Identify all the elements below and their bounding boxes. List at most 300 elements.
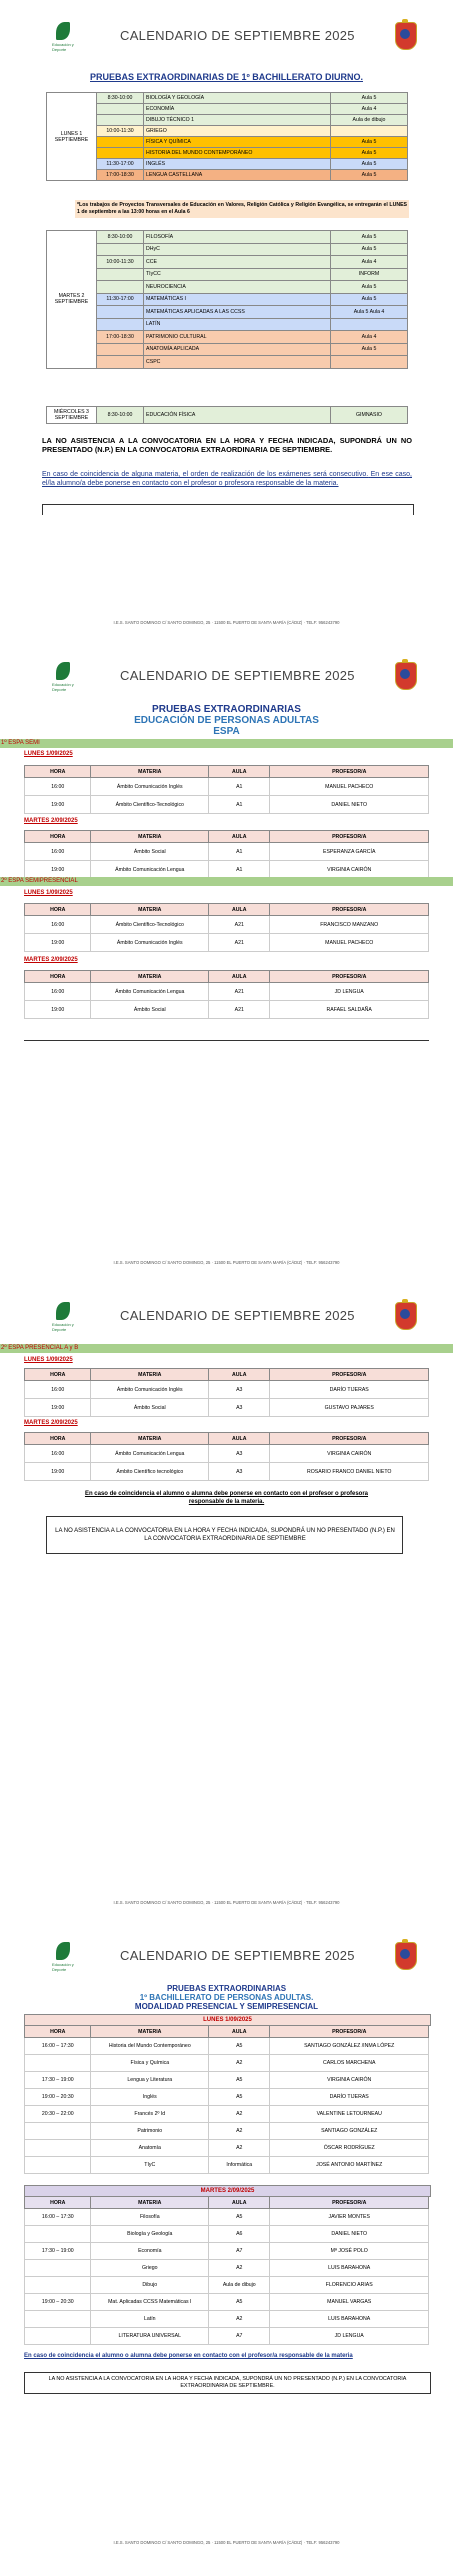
subject-cell: Ámbito Social: [91, 843, 209, 861]
room-cell: Informática: [209, 2157, 270, 2174]
table-row: [25, 1445, 429, 1463]
subject-cell: FÍSICA Y QUÍMICA: [144, 137, 331, 148]
room-cell: Aula 5: [331, 343, 408, 356]
room-cell: Aula 5 Aula 4: [331, 306, 408, 319]
column-header: HORA: [25, 1369, 91, 1381]
time-cell: [97, 137, 144, 148]
time-cell: 19:00 – 20:30: [25, 2294, 91, 2311]
room-cell: Aula 4: [331, 104, 408, 115]
room-cell: A21: [209, 916, 270, 934]
subject-cell: MATEMÁTICAS I: [144, 293, 331, 306]
room-cell: [331, 318, 408, 331]
teacher-cell: ESPERANZA GARCÍA: [270, 843, 429, 861]
header-row: [25, 971, 429, 983]
teacher-cell: JAVIER MONTES: [270, 2209, 429, 2226]
page-4: [0, 1920, 453, 2560]
subject-cell: Ámbito Científico-Tecnológico: [91, 796, 209, 814]
time-cell: 17:00-18:30: [97, 170, 144, 181]
room-cell: Aula 4: [331, 331, 408, 344]
column-header: PROFESOR/A: [270, 971, 429, 983]
table-row: [47, 159, 408, 170]
subject-cell: EDUCACIÓN FÍSICA: [144, 407, 331, 424]
title-main: PRUEBAS EXTRAORDINARIAS: [152, 704, 301, 715]
table-row: [25, 2328, 429, 2345]
room-cell: A2: [209, 2106, 270, 2123]
subject-cell: Ámbito Comunicación Inglés: [91, 778, 209, 796]
table-row: [47, 331, 408, 344]
table-row: [25, 2123, 429, 2140]
group-bar-espa-presencial: 2º ESPA PRESENCIAL A y B: [0, 1344, 453, 1353]
room-cell: A1: [209, 861, 270, 879]
group-bar-espa-semipresencial: 2º ESPA SEMIPRESENCIAL: [0, 877, 453, 886]
divider: [24, 1040, 429, 1041]
time-cell: [97, 343, 144, 356]
column-header: MATERIA: [91, 1433, 209, 1445]
header-row: [25, 831, 429, 843]
room-cell: A7: [209, 2328, 270, 2345]
subject-cell: Ámbito Social: [91, 1001, 209, 1019]
room-cell: GIMNASIO: [331, 407, 408, 424]
subject-cell: LENGUA CASTELLANA: [144, 170, 331, 181]
room-cell: [331, 356, 408, 369]
time-cell: 16:00: [25, 983, 91, 1001]
subject-cell: BIOLOGÍA Y GEOLOGÍA: [144, 93, 331, 104]
room-cell: A2: [209, 2055, 270, 2072]
subject-cell: DHyC: [144, 243, 331, 256]
table-row: [25, 2226, 429, 2243]
room-cell: A5: [209, 2294, 270, 2311]
time-cell: [97, 243, 144, 256]
teacher-cell: VIRGINIA CAIRÓN: [270, 1445, 429, 1463]
subject-cell: Lengua y Literatura: [91, 2072, 209, 2089]
subject-cell: TIyC: [91, 2157, 209, 2174]
teacher-cell: MANUEL PACHECO: [270, 778, 429, 796]
room-cell: A3: [209, 1399, 270, 1417]
teacher-cell: ÓSCAR RODRÍGUEZ: [270, 2140, 429, 2157]
room-cell: Aula 5: [331, 281, 408, 294]
coincidence-note: [42, 470, 412, 488]
time-cell: 20:30 – 22:00: [25, 2106, 91, 2123]
page-3: [0, 1280, 453, 1920]
note-trabajos: *Los trabajos de Proyectos Transversales de Educación en Valores, Religión Católica y Religión Evangélica, se entregarán el LUNES 1 de septiembre a las 13:00 horas en el Aula 6: [75, 200, 409, 218]
subject-cell: Dibujo: [91, 2277, 209, 2294]
table-row: [47, 148, 408, 159]
time-cell: 19:00: [25, 1399, 91, 1417]
column-header: PROFESOR/A: [270, 1369, 429, 1381]
room-cell: A2: [209, 2123, 270, 2140]
date-lunes: LUNES 1/09/2025: [24, 890, 73, 896]
teacher-cell: MANUEL VARGAS: [270, 2294, 429, 2311]
subject-cell: Griego: [91, 2260, 209, 2277]
subject-cell: Física y Química: [91, 2055, 209, 2072]
room-cell: A2: [209, 2260, 270, 2277]
time-cell: [25, 2157, 91, 2174]
column-header: MATERIA: [91, 904, 209, 916]
room-cell: A1: [209, 843, 270, 861]
column-header: AULA: [209, 2197, 270, 2209]
table-row: [25, 2072, 429, 2089]
day-cell: MARTES 2 SEPTIEMBRE: [47, 231, 97, 369]
school-crest-icon: [393, 662, 417, 692]
table-row: [47, 243, 408, 256]
subject-cell: ANATOMÍA APLICADA: [144, 343, 331, 356]
table-row: [25, 2140, 429, 2157]
junta-logo-icon: Educación y Deporte: [52, 1302, 76, 1336]
subject-cell: INGLÉS: [144, 159, 331, 170]
schedule-martes: [46, 230, 408, 369]
column-header: PROFESOR/A: [270, 2197, 429, 2209]
room-cell: A2: [209, 2140, 270, 2157]
subject-cell: Mat. Aplicadas CCSS Matemáticas I: [91, 2294, 209, 2311]
table-row: [47, 231, 408, 244]
table-p4-lunes: [24, 2025, 429, 2174]
column-header: PROFESOR/A: [270, 904, 429, 916]
teacher-cell: VIRGINIA CAIRÓN: [270, 2072, 429, 2089]
teacher-cell: DANIEL NIETO: [270, 796, 429, 814]
title-sub: 1º BACHILLERATO DE PERSONAS ADULTAS.: [139, 1993, 314, 2002]
header-row: [25, 766, 429, 778]
teacher-cell: VIRGINIA CAIRÓN: [270, 861, 429, 879]
subject-cell: LATÍN: [144, 318, 331, 331]
table-row: [25, 2209, 429, 2226]
room-cell: Aula 4: [331, 256, 408, 269]
day-cell: LUNES 1 SEPTIEMBRE: [47, 93, 97, 181]
time-cell: 8:30-10:00: [97, 231, 144, 244]
time-cell: 16:00: [25, 778, 91, 796]
header-title: CALENDARIO DE SEPTIEMBRE 2025: [120, 1308, 355, 1323]
table-row: [25, 2157, 429, 2174]
header-row: [25, 1433, 429, 1445]
teacher-cell: FRANCISCO MANZANO: [270, 916, 429, 934]
subject-cell: DIBUJO TÉCNICO 1: [144, 115, 331, 126]
time-cell: 19:00: [25, 861, 91, 879]
time-cell: [25, 2226, 91, 2243]
time-cell: 19:00: [25, 934, 91, 952]
day-cell: MIÉRCOLES 3 SEPTIEMBRE: [47, 407, 97, 424]
time-cell: [97, 104, 144, 115]
header-title: CALENDARIO DE SEPTIEMBRE 2025: [120, 28, 355, 43]
room-cell: A6: [209, 2226, 270, 2243]
subject-cell: Ámbito Comunicación Inglés: [91, 934, 209, 952]
warning-box: [46, 1516, 403, 1554]
title-sub: EDUCACIÓN DE PERSONAS ADULTAS: [134, 715, 319, 726]
time-cell: 19:00: [25, 796, 91, 814]
table-p4-martes: [24, 2196, 429, 2345]
table-row: [47, 93, 408, 104]
column-header: PROFESOR/A: [270, 1433, 429, 1445]
column-header: HORA: [25, 831, 91, 843]
table-row: [25, 916, 429, 934]
footer: I.E.S. SANTO DOMINGO C/ SANTO DOMINGO, 25 · 11500 EL PUERTO DE SANTA MARÍA (CÁDIZ) · TELF: 956243790: [113, 2540, 340, 2545]
room-cell: A3: [209, 1445, 270, 1463]
table-row: [25, 2260, 429, 2277]
subject-cell: CSPC: [144, 356, 331, 369]
column-header: AULA: [209, 904, 270, 916]
time-cell: 17:00-18:30: [97, 331, 144, 344]
time-cell: 19:00: [25, 1001, 91, 1019]
subject-cell: Anatomía: [91, 2140, 209, 2157]
table-row: [25, 2106, 429, 2123]
column-header: AULA: [209, 1433, 270, 1445]
date-lunes: LUNES 1/09/2025: [24, 751, 73, 757]
teacher-cell: ROSARIO FRANCO DANIEL NIETO: [270, 1463, 429, 1481]
time-cell: [25, 2123, 91, 2140]
teacher-cell: JD LENGUA: [270, 983, 429, 1001]
subject-cell: Filosofía: [91, 2209, 209, 2226]
column-header: HORA: [25, 904, 91, 916]
time-cell: 17:30 – 19:00: [25, 2072, 91, 2089]
room-cell: Aula 5: [331, 231, 408, 244]
teacher-cell: JOSÉ ANTONIO MARTÍNEZ: [270, 2157, 429, 2174]
table-row: [47, 306, 408, 319]
table-row: [25, 1381, 429, 1399]
column-header: AULA: [209, 831, 270, 843]
time-cell: [97, 318, 144, 331]
empty-box: [42, 504, 414, 515]
subject-cell: PATRIMONIO CULTURAL: [144, 331, 331, 344]
room-cell: Aula 5: [331, 159, 408, 170]
table-g2-martes: [24, 970, 429, 1019]
subject-cell: Inglés: [91, 2089, 209, 2106]
room-cell: A21: [209, 983, 270, 1001]
column-header: HORA: [25, 2197, 91, 2209]
room-cell: Aula de dibujo: [209, 2277, 270, 2294]
table-row: [25, 1001, 429, 1019]
room-cell: A1: [209, 796, 270, 814]
time-cell: [25, 2260, 91, 2277]
room-cell: Aula 5: [331, 137, 408, 148]
subject-cell: Ámbito Científico tecnológico: [91, 1463, 209, 1481]
table-row: [47, 343, 408, 356]
coincidence-contact: En ese caso, el/la alumno/a debe ponerse en contacto con el profesor o profesora responsable de la materia.: [42, 471, 412, 487]
school-crest-icon: [393, 1942, 417, 1972]
time-cell: 16:00 – 17:30: [25, 2209, 91, 2226]
column-header: MATERIA: [91, 831, 209, 843]
subject-cell: Biología y Geología: [91, 2226, 209, 2243]
teacher-cell: LUIS BARAHONA: [270, 2311, 429, 2328]
time-cell: 16:00: [25, 1381, 91, 1399]
warning-text: LA NO ASISTENCIA A LA CONVOCATORIA EN LA HORA Y FECHA INDICADA, SUPONDRÁ UN NO PRESENTADO (N.P.) EN LA CONVOCATORIA EXTRAORDINARIA DE SEPTIEMBRE.: [48, 2376, 407, 2389]
time-cell: [25, 2140, 91, 2157]
title-espa: ESPA: [213, 726, 240, 737]
teacher-cell: JD LENGUA: [270, 2328, 429, 2345]
room-cell: INFORM: [331, 268, 408, 281]
header-row: [25, 1369, 429, 1381]
subject-cell: Ámbito Comunicación Lengua: [91, 1445, 209, 1463]
room-cell: A3: [209, 1463, 270, 1481]
footer: I.E.S. SANTO DOMINGO C/ SANTO DOMINGO, 25 · 11500 EL PUERTO DE SANTA MARÍA (CÁDIZ) · TELF: 956243790: [113, 1900, 340, 1905]
warning-box: [24, 2372, 431, 2394]
time-cell: [97, 268, 144, 281]
subject-cell: Latín: [91, 2311, 209, 2328]
room-cell: Aula 5: [331, 293, 408, 306]
subject-cell: Ámbito Comunicación Inglés: [91, 1381, 209, 1399]
teacher-cell: FLORENCIO ARIAS: [270, 2277, 429, 2294]
school-crest-icon: [393, 1302, 417, 1332]
junta-logo-icon: Educación y Deporte: [52, 22, 76, 56]
time-cell: [97, 281, 144, 294]
table-row: [25, 2038, 429, 2055]
time-cell: 8:30-10:00: [97, 93, 144, 104]
date-martes: MARTES 2/09/2025: [24, 957, 78, 963]
room-cell: Aula 5: [331, 170, 408, 181]
teacher-cell: DANIEL NIETO: [270, 2226, 429, 2243]
table-row: [25, 1399, 429, 1417]
subject-cell: HISTORIA DEL MUNDO CONTEMPORÁNEO: [144, 148, 331, 159]
table-row: [25, 2311, 429, 2328]
teacher-cell: DARÍO TIJERAS: [270, 2089, 429, 2106]
page-header: [0, 660, 453, 700]
room-cell: A5: [209, 2072, 270, 2089]
room-cell: A3: [209, 1381, 270, 1399]
subject-cell: Ámbito Comunicación Lengua: [91, 983, 209, 1001]
column-header: AULA: [209, 1369, 270, 1381]
page-header: [0, 1940, 453, 1980]
header-row: [25, 2026, 429, 2038]
time-cell: [25, 2328, 91, 2345]
time-cell: 10:00-11:30: [97, 256, 144, 269]
page-header: [0, 1300, 453, 1340]
time-cell: [25, 2311, 91, 2328]
table-row: [47, 104, 408, 115]
time-cell: 17:30 – 19:00: [25, 2243, 91, 2260]
table-g1-martes: [24, 830, 429, 879]
room-cell: A5: [209, 2209, 270, 2226]
header-row: [25, 904, 429, 916]
table-row: [47, 126, 408, 137]
column-header: MATERIA: [91, 766, 209, 778]
time-cell: [97, 115, 144, 126]
time-cell: 19:00: [25, 1463, 91, 1481]
column-header: AULA: [209, 971, 270, 983]
time-cell: 16:00: [25, 916, 91, 934]
teacher-cell: MANUEL PACHECO: [270, 934, 429, 952]
date-martes: MARTES 2/09/2025: [24, 818, 78, 824]
junta-logo-icon: Educación y Deporte: [52, 662, 76, 696]
time-cell: 8:30-10:00: [97, 407, 144, 424]
room-cell: A5: [209, 2089, 270, 2106]
teacher-cell: DARÍO TIJERAS: [270, 1381, 429, 1399]
date-lunes: LUNES 1/09/2025: [24, 1357, 73, 1363]
column-header: AULA: [209, 2026, 270, 2038]
column-header: HORA: [25, 1433, 91, 1445]
footer: I.E.S. SANTO DOMINGO C/ SANTO DOMINGO, 25 · 11500 EL PUERTO DE SANTA MARÍA (CÁDIZ) · TELF: 956243790: [113, 1260, 340, 1265]
table-row: [25, 2089, 429, 2106]
time-cell: [25, 2055, 91, 2072]
header-title: CALENDARIO DE SEPTIEMBRE 2025: [120, 668, 355, 683]
table-row: [47, 256, 408, 269]
teacher-cell: CARLOS MARCHENA: [270, 2055, 429, 2072]
subject-cell: Historia del Mundo Contemporáneo: [91, 2038, 209, 2055]
column-header: HORA: [25, 971, 91, 983]
table-row: [47, 281, 408, 294]
column-header: MATERIA: [91, 971, 209, 983]
time-cell: 10:00-11:30: [97, 126, 144, 137]
subject-cell: MATEMÁTICAS APLICADAS A LAS CCSS: [144, 306, 331, 319]
table-row: [25, 2055, 429, 2072]
table-row: [47, 137, 408, 148]
subject-cell: GRIEGO: [144, 126, 331, 137]
time-cell: [97, 306, 144, 319]
column-header: PROFESOR/A: [270, 766, 429, 778]
teacher-cell: SANTIAGO GONZÁLEZ /INMA LÓPEZ: [270, 2038, 429, 2055]
room-cell: A21: [209, 934, 270, 952]
column-header: HORA: [25, 766, 91, 778]
teacher-cell: Mª JOSÉ POLO: [270, 2243, 429, 2260]
subject-cell: CCE: [144, 256, 331, 269]
table-row: [25, 2277, 429, 2294]
table-g1-lunes: [24, 765, 429, 814]
time-cell: 16:00: [25, 843, 91, 861]
page-2: [0, 640, 453, 1280]
table-row: [25, 1463, 429, 1481]
table-row: [25, 983, 429, 1001]
column-header: AULA: [209, 766, 270, 778]
table-row: [25, 843, 429, 861]
header-title: CALENDARIO DE SEPTIEMBRE 2025: [120, 1948, 355, 1963]
table-row: [47, 268, 408, 281]
header-row: [25, 2197, 429, 2209]
time-cell: 16:00 – 17:30: [25, 2038, 91, 2055]
room-cell: A1: [209, 778, 270, 796]
title-main: PRUEBAS EXTRAORDINARIAS: [166, 1984, 287, 1993]
room-cell: Aula 5: [331, 148, 408, 159]
teacher-cell: GUSTAVO PAJARES: [270, 1399, 429, 1417]
table-p3-martes: [24, 1432, 429, 1481]
column-header: PROFESOR/A: [270, 2026, 429, 2038]
page-title: PRUEBAS EXTRAORDINARIAS DE 1º BACHILLERATO DIURNO.: [90, 72, 363, 82]
school-crest-icon: [393, 22, 417, 52]
teacher-cell: SANTIAGO GONZÁLEZ: [270, 2123, 429, 2140]
room-cell: [331, 126, 408, 137]
subject-cell: Patrimonio: [91, 2123, 209, 2140]
table-row: [47, 293, 408, 306]
column-header: HORA: [25, 2026, 91, 2038]
page-header: [0, 20, 453, 60]
table-g2-lunes: [24, 903, 429, 952]
column-header: MATERIA: [91, 2197, 209, 2209]
room-cell: Aula de dibujo: [331, 115, 408, 126]
time-cell: [97, 148, 144, 159]
coincidence-rule: En caso de coincidencia de alguna materia, el orden de realización de los exámenes será consecutivo.: [42, 471, 369, 478]
room-cell: A7: [209, 2243, 270, 2260]
time-cell: [97, 356, 144, 369]
room-cell: Aula 5: [331, 243, 408, 256]
time-cell: [25, 2277, 91, 2294]
table-row: [25, 934, 429, 952]
subject-cell: ECONOMÍA: [144, 104, 331, 115]
subject-cell: FILOSOFÍA: [144, 231, 331, 244]
date-martes: MARTES 2/09/2025: [24, 1420, 78, 1426]
column-header: MATERIA: [91, 2026, 209, 2038]
subject-cell: LITERATURA UNIVERSAL: [91, 2328, 209, 2345]
table-p3-lunes: [24, 1368, 429, 1417]
page-1: [0, 0, 453, 640]
room-cell: A21: [209, 1001, 270, 1019]
table-row: [47, 318, 408, 331]
time-cell: 11:30-17:00: [97, 159, 144, 170]
table-row: [25, 861, 429, 879]
date-martes: MARTES 2/09/2025: [24, 2185, 431, 2197]
warning-text: LA NO ASISTENCIA A LA CONVOCATORIA EN LA HORA Y FECHA INDICADA, SUPONDRÁ UN NO PRESENTADO (N.P.) EN LA CONVOCATORIA EXTRAORDINARIA DE SEPTIEMBRE.: [42, 436, 412, 454]
coincidence-note: En caso de coincidencia el alumno o alumna debe ponerse en contacto con el profesor/a responsable de la materia: [24, 2353, 353, 2359]
table-row: [47, 115, 408, 126]
schedule-lunes: [46, 92, 408, 181]
table-row: [25, 778, 429, 796]
warning-text: LA NO ASISTENCIA A LA CONVOCATORIA EN LA HORA Y FECHA INDICADA, SUPONDRÁ UN NO PRESENTADO (N.P.) EN LA CONVOCATORIA EXTRAORDINARIA DE SEPTIEMBRE: [55, 1528, 395, 1542]
table-row: [47, 356, 408, 369]
column-header: PROFESOR/A: [270, 831, 429, 843]
